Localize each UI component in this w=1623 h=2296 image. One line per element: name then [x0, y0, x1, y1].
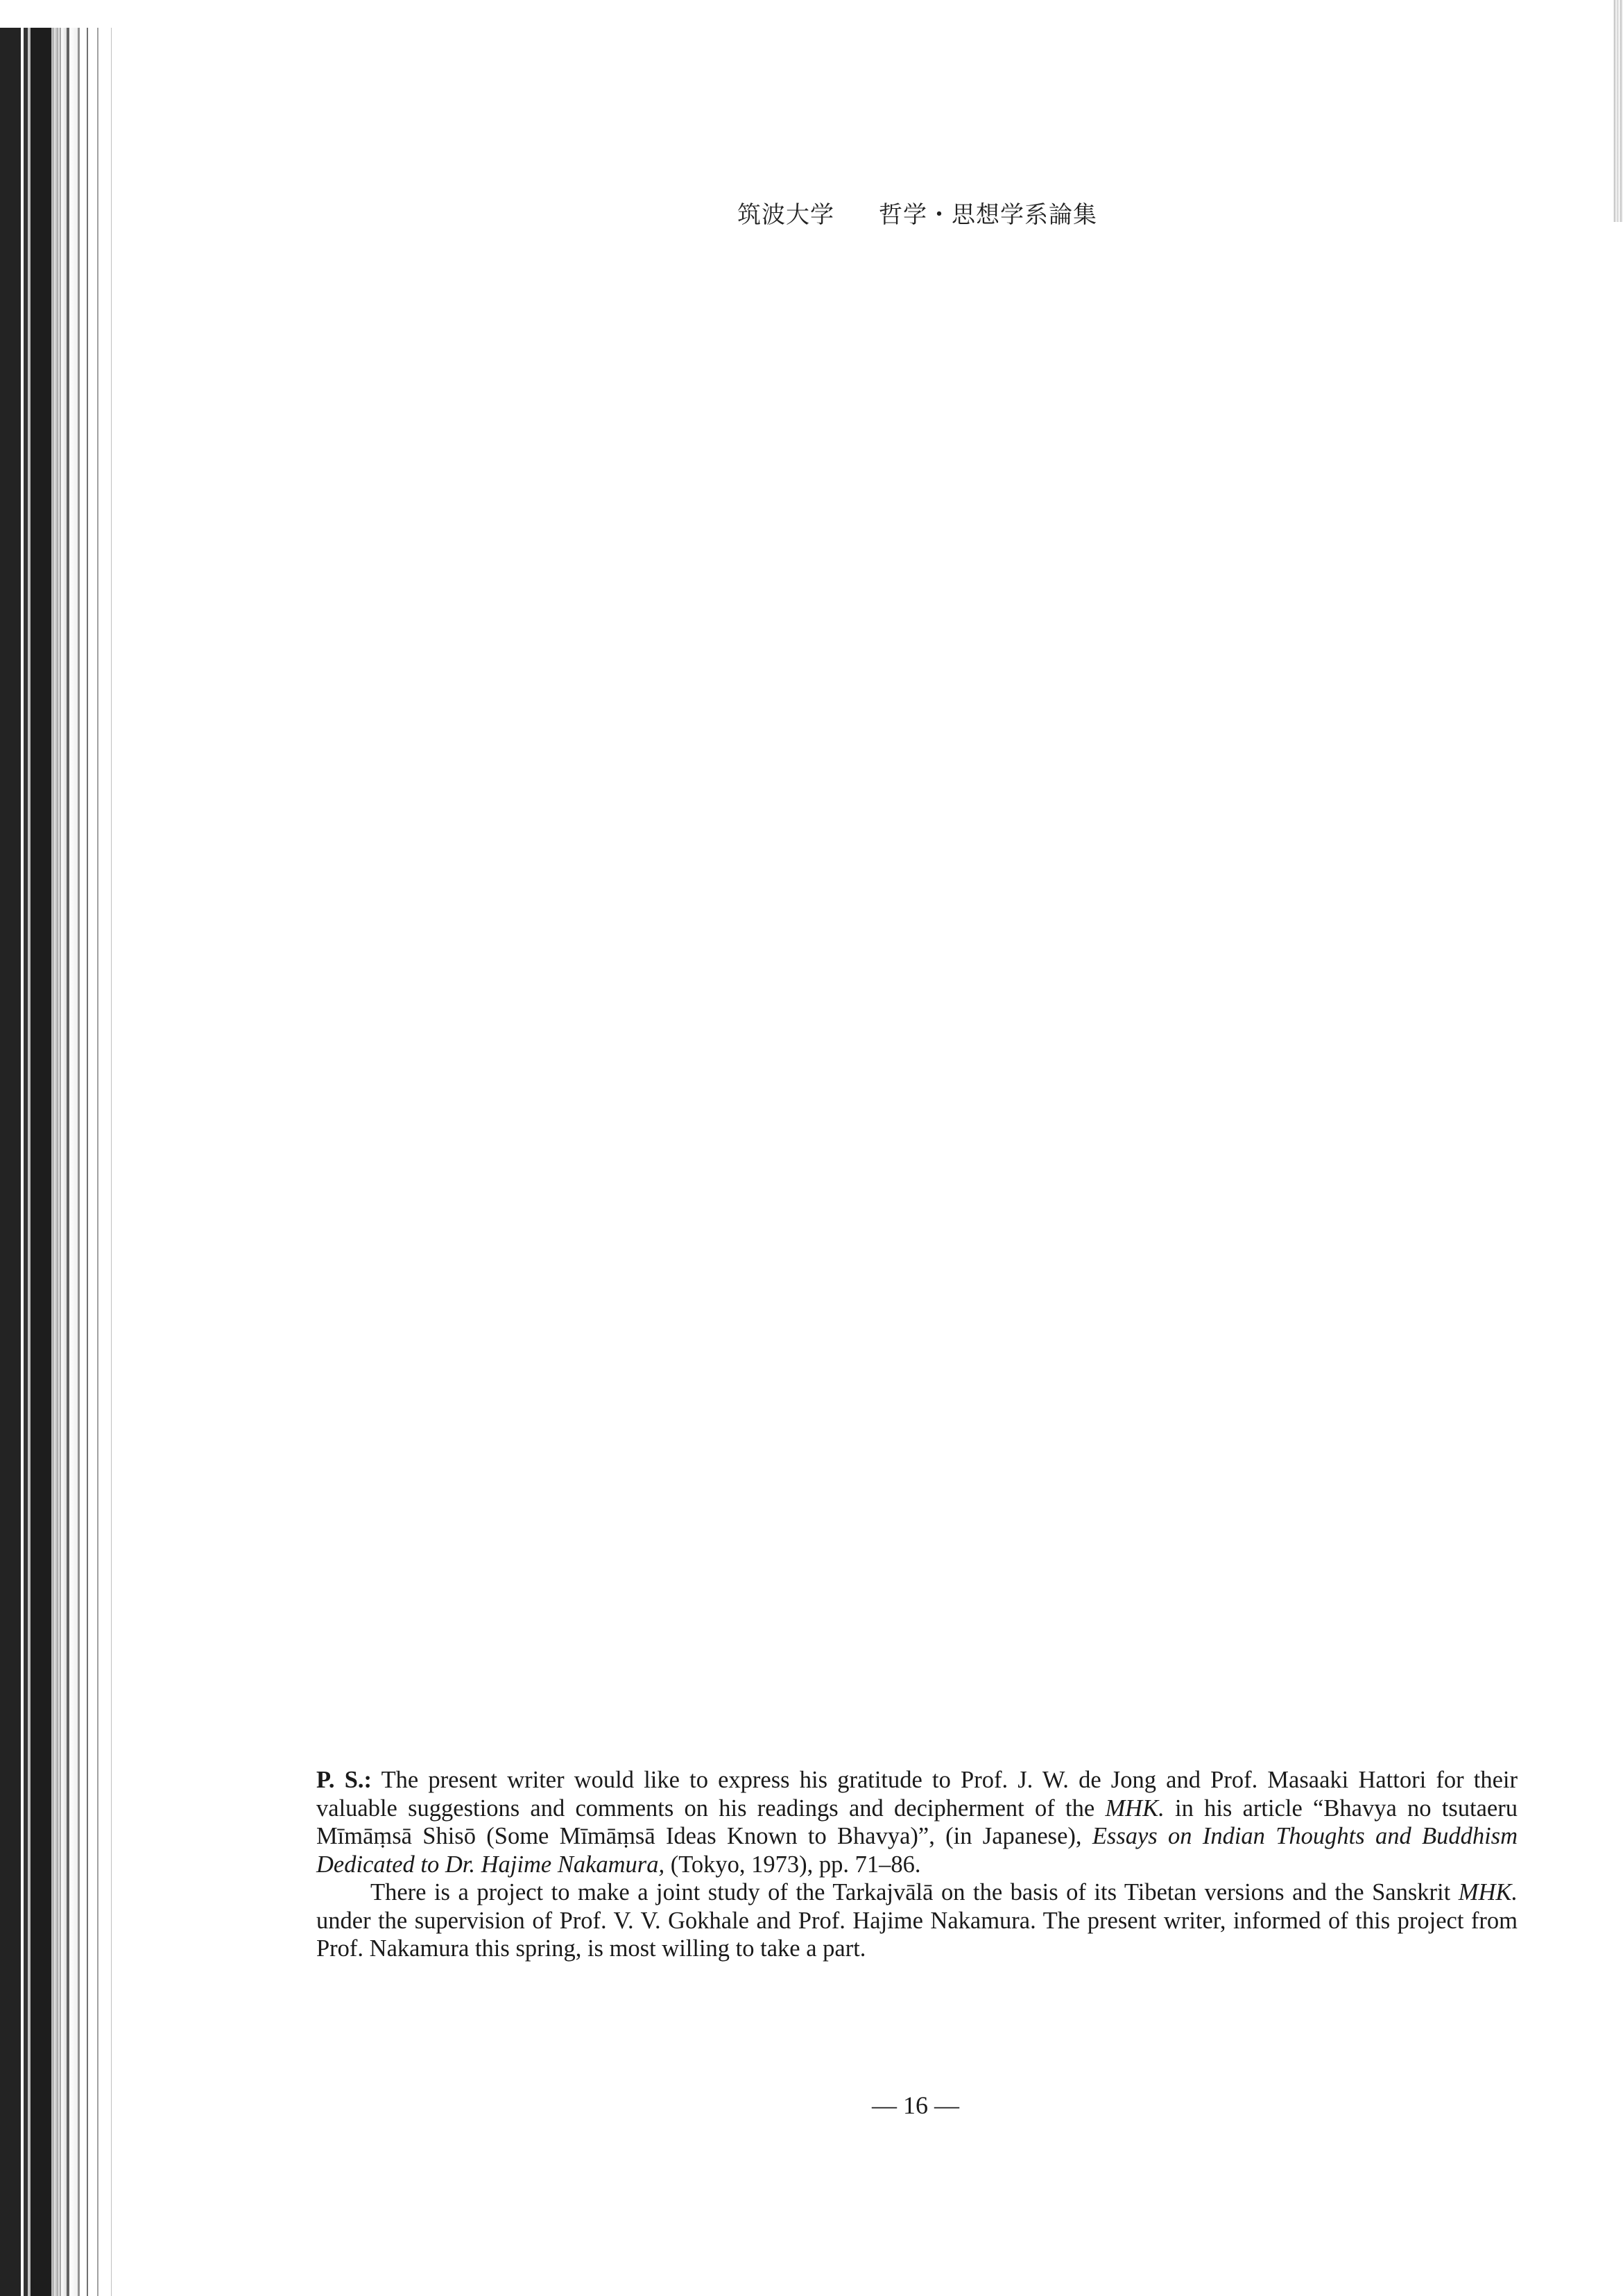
- running-head-university: 筑波大学: [737, 201, 834, 229]
- scanner-edge-artifact-right: [1613, 0, 1623, 222]
- postscript-block: [316, 1766, 1518, 1963]
- postscript-label: P. S.:: [316, 1767, 372, 1793]
- mhk-abbrev: MHK.: [1458, 1879, 1518, 1905]
- postscript-text: in his article “Bhavya no tsutaeru Mīmāṃsā Shisō (Some Mīmāṃsā Ideas Known to Bhavya)”, (in Japanese),: [316, 1794, 1518, 1849]
- book-title: Essays on Indian Thoughts and Buddhism Dedicated to Dr. Hajime Nakamura,: [316, 1823, 1518, 1878]
- scanner-edge-artifact: [0, 28, 132, 2296]
- postscript-text: (Tokyo, 1973), pp. 71–86.: [664, 1851, 921, 1878]
- mhk-abbrev: MHK.: [1105, 1794, 1165, 1822]
- running-head-series: 哲学・思想学系論集: [879, 201, 1097, 229]
- scanner-black-bar: [31, 28, 51, 2296]
- page-number-text: — 16 —: [872, 2091, 959, 2119]
- running-head: [737, 196, 1097, 230]
- page-number: [0, 2091, 1623, 2120]
- postscript-paragraph-2: [316, 1878, 1518, 1963]
- postscript-text: under the supervision of Prof. V. V. Gokhale and Prof. Hajime Nakamura. The present writer, informed of this project from Prof. Nakamura this spring, is most willing to take a part.: [316, 1907, 1518, 1962]
- postscript-paragraph-1: [316, 1766, 1518, 1878]
- postscript-text: There is a project to make a joint study of the Tarkajvālā on the basis of its Tibetan versions and the Sanskrit: [370, 1879, 1459, 1905]
- postscript-text: The present writer would like to express his gratitude to Prof. J. W. de Jong and Prof. Masaaki Hattori for their valuable suggestions and comments on his readings and decipherment of the: [316, 1767, 1518, 1822]
